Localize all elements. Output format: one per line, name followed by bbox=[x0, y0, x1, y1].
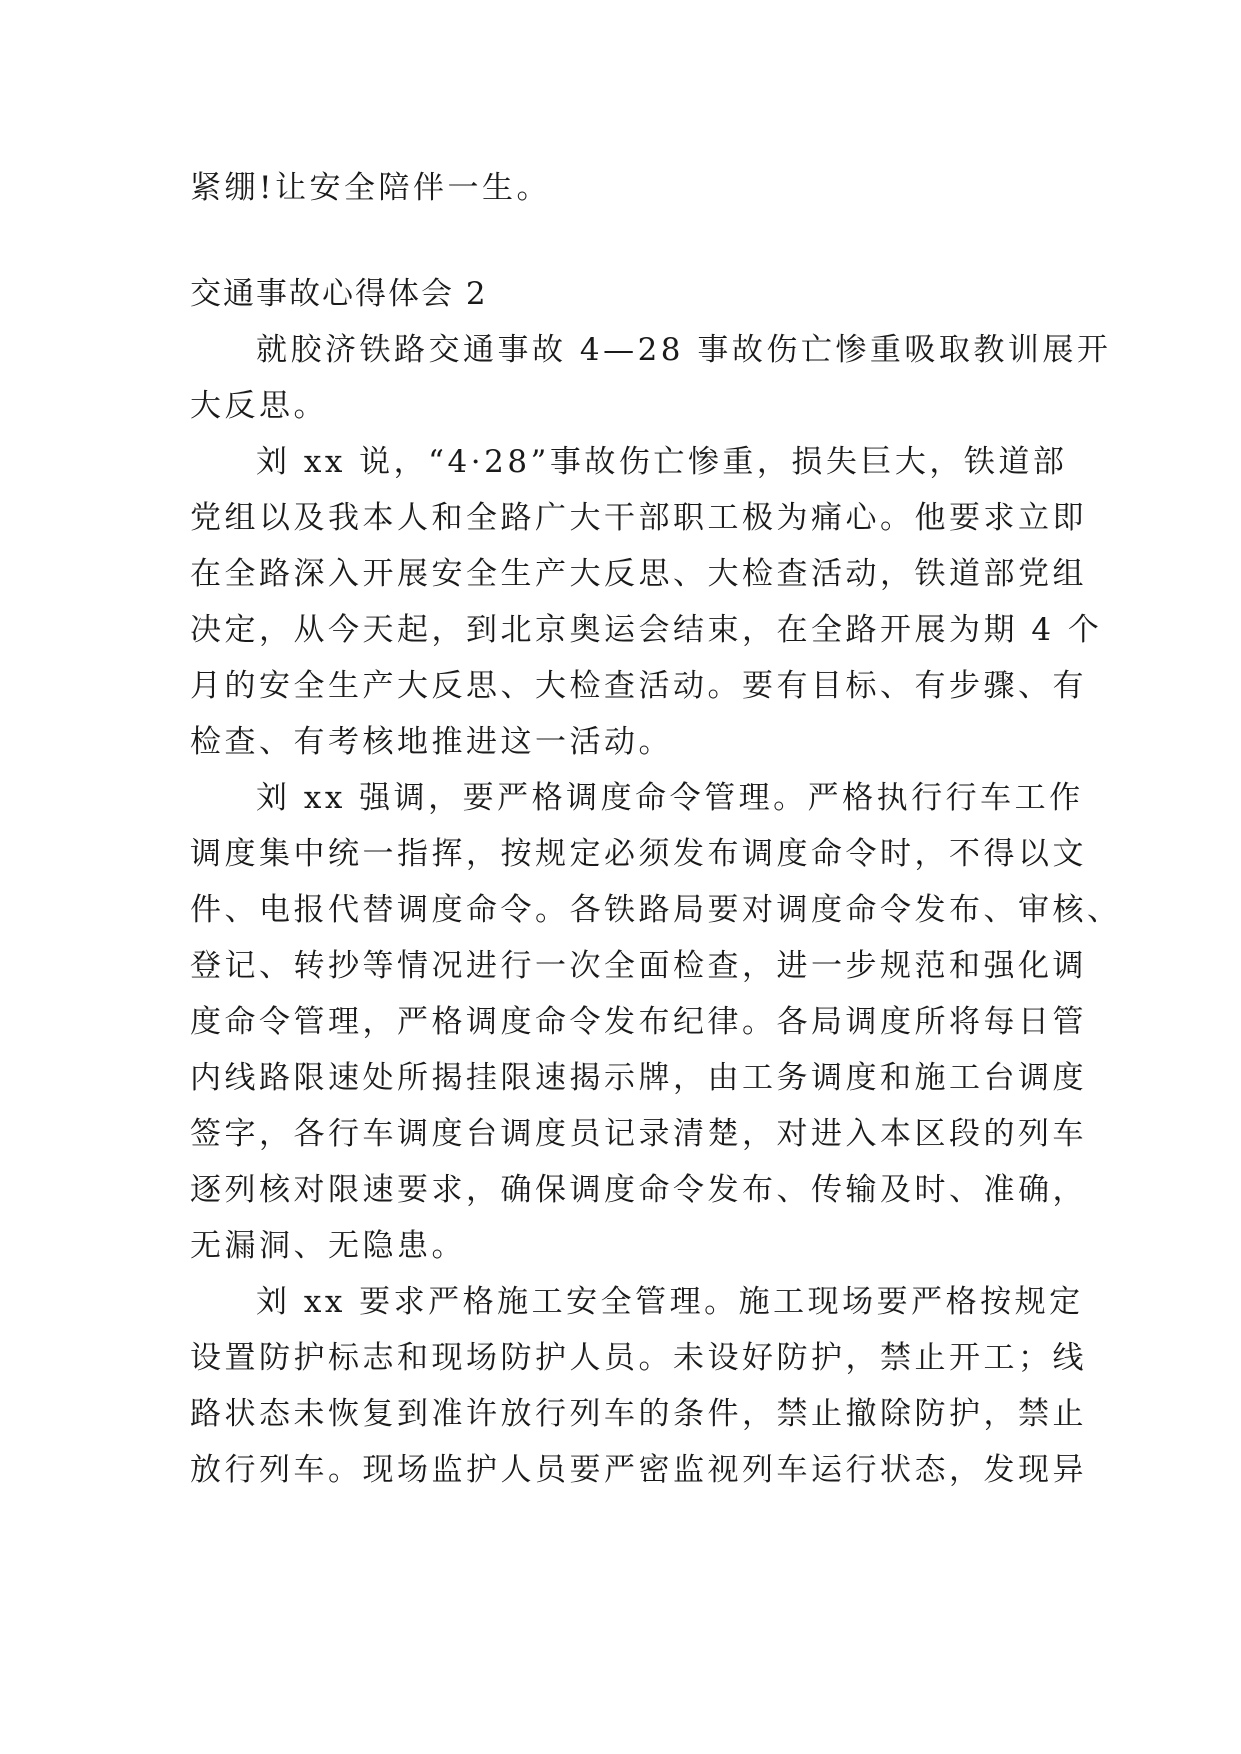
paragraph-line: 登记、转抄等情况进行一次全面检查，进一步规范和强化调 bbox=[190, 948, 1087, 984]
paragraph-2 bbox=[190, 434, 1103, 770]
paragraph-line: 度命令管理，严格调度命令发布纪律。各局调度所将每日管 bbox=[190, 1004, 1087, 1040]
paragraph-4 bbox=[190, 1274, 1087, 1498]
paragraph-line: 逐列核对限速要求，确保调度命令发布、传输及时、准确， bbox=[190, 1172, 1087, 1208]
paragraph-line: 在全路深入开展安全生产大反思、大检查活动，铁道部党组 bbox=[190, 556, 1087, 592]
paragraph-line: 大反思。 bbox=[190, 388, 328, 424]
paragraph-line: 检查、有考核地推进这一活动。 bbox=[190, 724, 673, 760]
paragraph-line: 件、电报代替调度命令。各铁路局要对调度命令发布、审核、 bbox=[190, 892, 1122, 928]
paragraph-line: 签字，各行车调度台调度员记录清楚，对进入本区段的列车 bbox=[190, 1116, 1087, 1152]
paragraph-line: 设置防护标志和现场防护人员。未设好防护，禁止开工；线 bbox=[190, 1340, 1087, 1376]
section-title: 交通事故心得体会 2 bbox=[190, 276, 488, 312]
paragraph-line: 就胶济铁路交通事故 4—28 事故伤亡惨重吸取教训展开 bbox=[256, 332, 1112, 368]
paragraph-3 bbox=[190, 770, 1122, 1274]
paragraph-line: 无漏洞、无隐患。 bbox=[190, 1228, 466, 1264]
paragraph-line: 刘 xx 说，“4·28”事故伤亡惨重，损失巨大，铁道部 bbox=[256, 444, 1068, 480]
paragraph-line: 放行列车。现场监护人员要严密监视列车运行状态，发现异 bbox=[190, 1452, 1087, 1488]
paragraph-line: 内线路限速处所揭挂限速揭示牌，由工务调度和施工台调度 bbox=[190, 1060, 1087, 1096]
paragraph-1 bbox=[190, 322, 1112, 434]
paragraph-line: 决定，从今天起，到北京奥运会结束，在全路开展为期 4 个 bbox=[190, 612, 1103, 648]
paragraph-line: 路状态未恢复到准许放行列车的条件，禁止撤除防护，禁止 bbox=[190, 1396, 1087, 1432]
paragraph-line: 调度集中统一指挥，按规定必须发布调度命令时，不得以文 bbox=[190, 836, 1087, 872]
paragraph-line: 月的安全生产大反思、大检查活动。要有目标、有步骤、有 bbox=[190, 668, 1087, 704]
paragraph-line: 党组以及我本人和全路广大干部职工极为痛心。他要求立即 bbox=[190, 500, 1087, 536]
paragraph-line: 刘 xx 强调，要严格调度命令管理。严格执行行车工作 bbox=[256, 780, 1084, 816]
paragraph-line: 刘 xx 要求严格施工安全管理。施工现场要严格按规定 bbox=[256, 1284, 1084, 1320]
opening-fragment: 紧绷!让安全陪伴一生。 bbox=[190, 170, 551, 206]
section-gap bbox=[190, 216, 1070, 266]
document-body bbox=[190, 160, 1122, 1498]
